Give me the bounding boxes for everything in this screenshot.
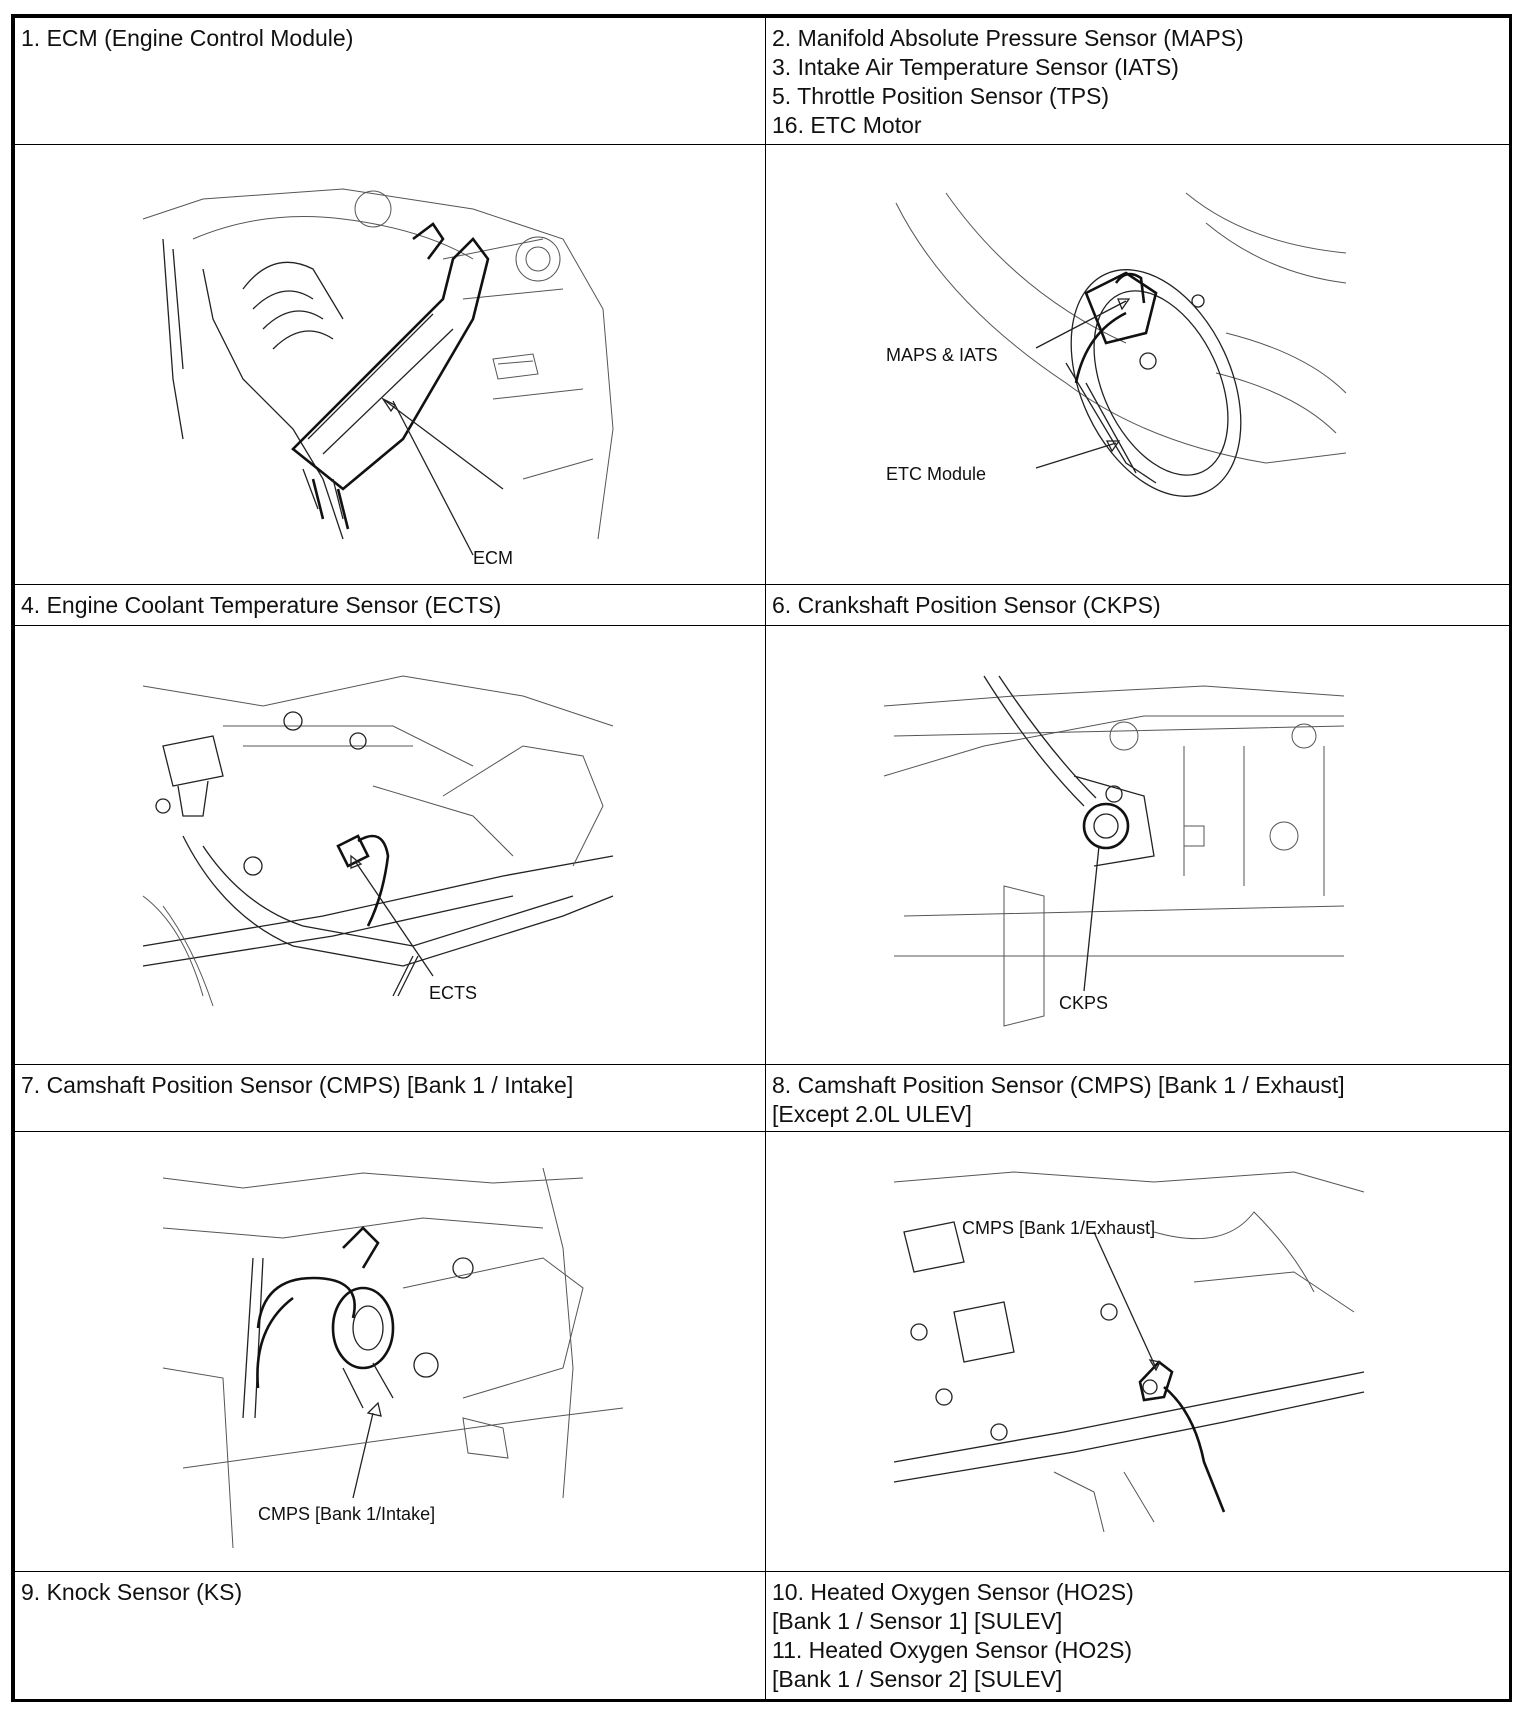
component-table: [14, 17, 1510, 1700]
label-cell: [766, 18, 1510, 145]
ecm-engine-illustration: [143, 179, 613, 568]
component-label: [766, 18, 1509, 142]
label-cell: [766, 1065, 1510, 1132]
maps-iats-location-figure: [766, 145, 1509, 584]
camshaft-intake-illustration: [163, 1168, 623, 1548]
component-label: [766, 1065, 1509, 1131]
component-label: [15, 1065, 765, 1102]
component-label: [766, 1572, 1509, 1696]
table-row: [15, 585, 1510, 626]
table-row: [15, 145, 1510, 585]
figure-cell: [15, 145, 766, 585]
label-line: 4. Engine Coolant Temperature Sensor (ECTS): [21, 592, 502, 618]
cmps-intake-location-figure: [15, 1132, 765, 1571]
throttle-body-illustration: [886, 183, 1346, 543]
table-row: [15, 18, 1510, 145]
ects-callout: ECTS: [429, 983, 478, 1003]
label-cell: [15, 18, 766, 145]
component-label: [15, 18, 765, 55]
maps-iats-callout: MAPS & IATS: [886, 345, 998, 365]
ecm-location-figure: [15, 145, 765, 584]
coolant-sensor-illustration: [143, 666, 613, 1026]
label-cell: [15, 1572, 766, 1700]
camshaft-exhaust-illustration: [894, 1172, 1364, 1542]
figure-cell: [766, 145, 1510, 585]
label-cell: [15, 1065, 766, 1132]
label-line: 2. Manifold Absolute Pressure Sensor (MAPS): [772, 25, 1244, 51]
component-label: [15, 585, 765, 622]
label-line: 9. Knock Sensor (KS): [21, 1579, 243, 1605]
component-label: [766, 585, 1509, 622]
label-line: [Bank 1 / Sensor 2] [SULEV]: [772, 1666, 1063, 1692]
figure-cell: [766, 626, 1510, 1065]
label-line: 1. ECM (Engine Control Module): [21, 25, 354, 51]
ects-location-figure: [15, 626, 765, 1064]
table-row: [15, 1572, 1510, 1700]
cmps-intake-callout: CMPS [Bank 1/Intake]: [258, 1504, 436, 1524]
figure-cell: [15, 1132, 766, 1572]
component-location-sheet: [11, 14, 1512, 1702]
table-row: [15, 626, 1510, 1065]
ckps-location-figure: [766, 626, 1509, 1064]
label-line: 8. Camshaft Position Sensor (CMPS) [Bank 1 / Exhaust]: [772, 1072, 1345, 1098]
cmps-exhaust-callout: CMPS [Bank 1/Exhaust]: [962, 1218, 1156, 1238]
label-line: 10. Heated Oxygen Sensor (HO2S): [772, 1579, 1134, 1605]
label-line: 6. Crankshaft Position Sensor (CKPS): [772, 592, 1161, 618]
label-line: 16. ETC Motor: [772, 112, 922, 138]
label-cell: [766, 585, 1510, 626]
ecm-callout: ECM: [473, 548, 513, 568]
label-line: 5. Throttle Position Sensor (TPS): [772, 83, 1110, 109]
etc-module-callout: ETC Module: [886, 464, 987, 484]
label-cell: [15, 585, 766, 626]
label-line: 7. Camshaft Position Sensor (CMPS) [Bank 1 / Intake]: [21, 1072, 574, 1098]
ckps-callout: CKPS: [1059, 993, 1109, 1013]
figure-cell: [766, 1132, 1510, 1572]
table-row: [15, 1065, 1510, 1132]
cmps-exhaust-location-figure: [766, 1132, 1509, 1571]
component-label: [15, 1572, 765, 1609]
label-cell: [766, 1572, 1510, 1700]
label-line: 3. Intake Air Temperature Sensor (IATS): [772, 54, 1179, 80]
figure-cell: [15, 626, 766, 1065]
label-line: [Except 2.0L ULEV]: [772, 1101, 972, 1127]
label-line: [Bank 1 / Sensor 1] [SULEV]: [772, 1608, 1063, 1634]
label-line: 11. Heated Oxygen Sensor (HO2S): [772, 1637, 1133, 1663]
crankshaft-sensor-illustration: [884, 656, 1344, 1036]
table-row: [15, 1132, 1510, 1572]
